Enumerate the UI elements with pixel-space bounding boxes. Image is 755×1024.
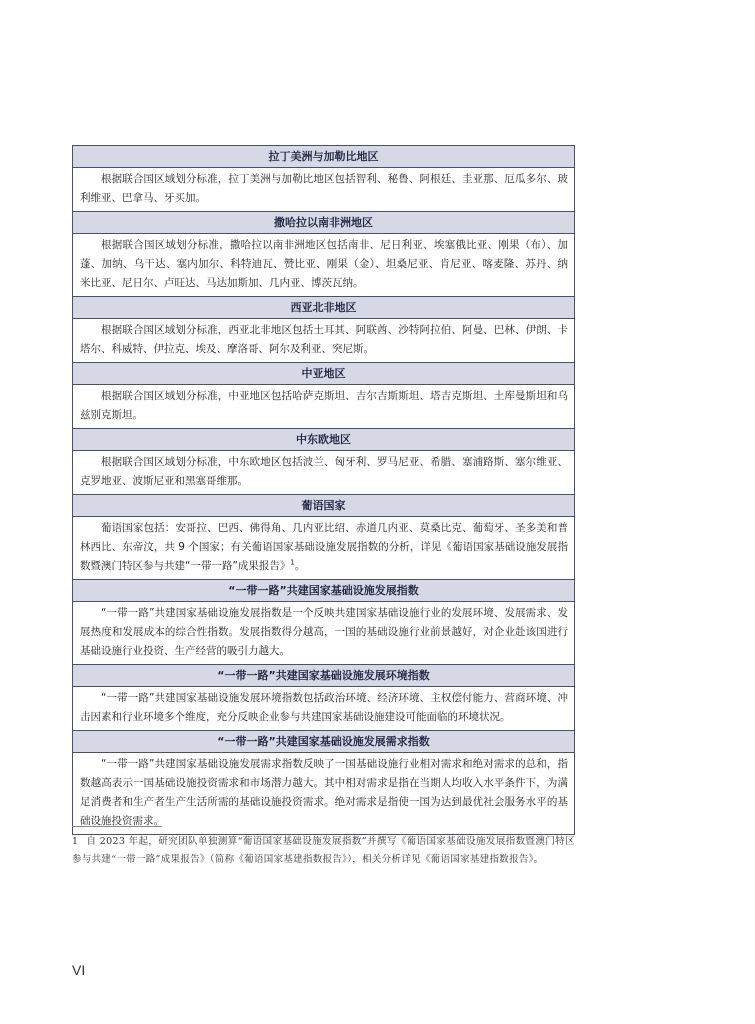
section-text: 根据联合国区域划分标准，西亚北非地区包括土耳其、阿联酋、沙特阿拉伯、阿曼、巴林、伊朗、卡塔尔、科威特、伊拉克、埃及、摩洛哥、阿尔及利亚、突尼斯。: [80, 324, 568, 355]
section-header: [73, 429, 575, 451]
section-text: [80, 519, 568, 576]
section-title: 中亚地区: [73, 363, 575, 385]
footnote-divider: [72, 826, 162, 827]
section-body: [73, 234, 575, 297]
section-body: [73, 687, 575, 731]
section-body: [73, 753, 575, 835]
section-text-main: 葡语国家包括：安哥拉、巴西、佛得角、几内亚比绍、赤道几内亚、莫桑比克、葡萄牙、圣多美和普林西比、东帝汶，共 9 个国家；有关葡语国家基础设施发展指数的分析，详见《葡语国家基础设施发展指数暨澳门特区参与共建“一带一路”成果报告》: [80, 522, 568, 572]
section-body: [73, 319, 575, 363]
section-text-end: 。: [294, 560, 306, 572]
section-title: “一带一路”共建国家基础设施发展环境指数: [73, 665, 575, 687]
section-header: [73, 363, 575, 385]
section-title: 撒哈拉以南非洲地区: [73, 212, 575, 234]
section-header: [73, 580, 575, 602]
section-header: [73, 297, 575, 319]
section-text: 根据联合国区域划分标准，中亚地区包括哈萨克斯坦、吉尔吉斯斯坦、塔吉克斯坦、土库曼斯坦和乌兹别克斯坦。: [80, 390, 568, 421]
section-title: 葡语国家: [73, 495, 575, 517]
section-text: 根据联合国区域划分标准，撒哈拉以南非洲地区包括南非、尼日利亚、埃塞俄比亚、刚果（布）、加蓬、加纳、乌干达、塞内加尔、科特迪瓦、赞比亚、刚果（金）、坦桑尼亚、肯尼亚、喀麦隆、苏丹、纳米比亚、尼日尔、卢旺达、马达加斯加、几内亚、博茨瓦纳。: [80, 239, 568, 289]
footnote-number: 1: [72, 836, 79, 847]
section-title: 西亚北非地区: [73, 297, 575, 319]
page-number: VI: [72, 962, 86, 978]
section-body: [73, 451, 575, 495]
section-body: [73, 385, 575, 429]
section-header: [73, 665, 575, 687]
section-text: “一带一路”共建国家基础设施发展需求指数反映了一国基础设施行业相对需求和绝对需求的总和，指数越高表示一国基础设施投资需求和市场潜力越大。其中相对需求是指在当期人均收入水平条件下，为满足消费者和生产者生产生活所需的基础设施投资需求。绝对需求是指使一国为达到最优社会服务水平的基础设施投资需求。: [80, 758, 568, 827]
section-title: 拉丁美洲与加勒比地区: [73, 146, 575, 168]
section-title: 中东欧地区: [73, 429, 575, 451]
section-body: [73, 168, 575, 212]
section-header: [73, 212, 575, 234]
section-text: 根据联合国区域划分标准，拉丁美洲与加勒比地区包括智利、秘鲁、阿根廷、圭亚那、厄瓜多尔、玻利维亚、巴拿马、牙买加。: [80, 173, 568, 204]
section-text: “一带一路”共建国家基础设施发展环境指数包括政治环境、经济环境、主权偿付能力、营商环境、冲击因素和行业环境多个维度，充分反映企业参与共建国家基础设施建设可能面临的环境状况。: [80, 692, 568, 723]
glossary-table: [72, 145, 575, 835]
footnote: [72, 833, 575, 869]
section-body: [73, 517, 575, 580]
section-body: [73, 602, 575, 665]
section-text: 根据联合国区域划分标准，中东欧地区包括波兰、匈牙利、罗马尼亚、希腊、塞浦路斯、塞尔维亚、克罗地亚、波斯尼亚和黑塞哥维那。: [80, 456, 568, 487]
section-header: [73, 146, 575, 168]
footnote-marker[interactable]: 1: [290, 558, 295, 567]
footnote-text: 自 2023 年起，研究团队单独测算“葡语国家基础设施发展指数”并撰写《葡语国家基础设施发展指数暨澳门特区参与共建“一带一路”成果报告》（简称《葡语国家基建指数报告》），相关分析详见《葡语国家基建指数报告》。: [72, 836, 575, 865]
section-text: “一带一路”共建国家基础设施发展指数是一个反映共建国家基础设施行业的发展环境、发展需求、发展热度和发展成本的综合性指数。发展指数得分越高，一国的基础设施行业前景越好，对企业赴该国进行基础设施行业投资、生产经营的吸引力越大。: [80, 607, 568, 657]
section-title: “一带一路”共建国家基础设施发展需求指数: [73, 731, 575, 753]
section-header: [73, 495, 575, 517]
section-title: “一带一路”共建国家基础设施发展指数: [73, 580, 575, 602]
section-header: [73, 731, 575, 753]
